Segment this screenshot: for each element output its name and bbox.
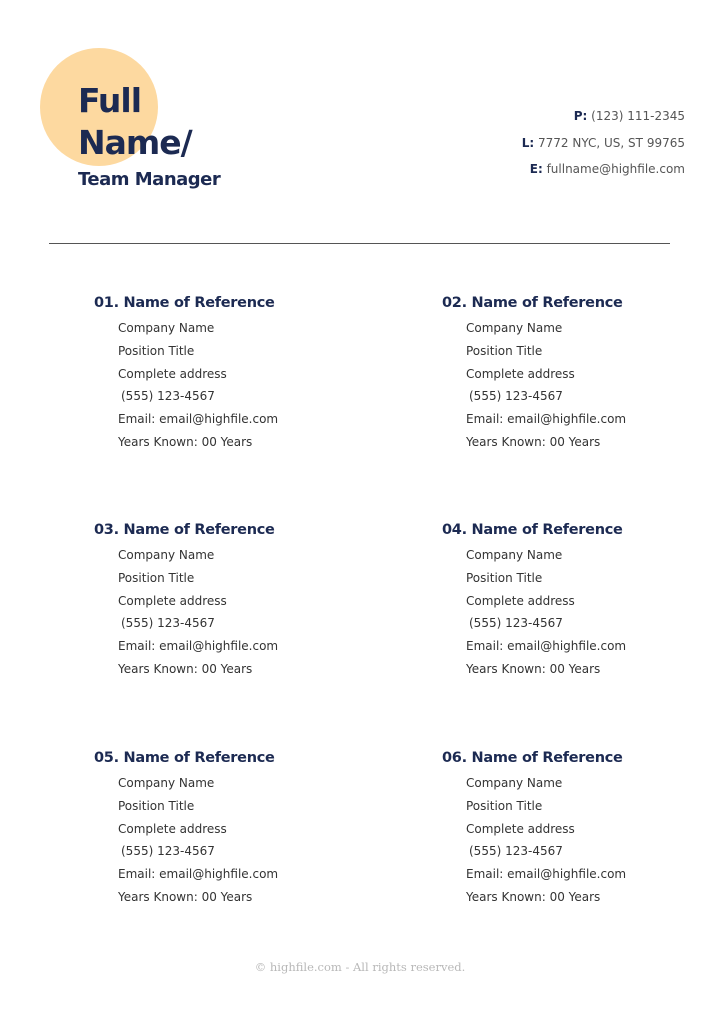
reference-years: Years Known: 00 Years <box>466 889 601 904</box>
reference-position: Position Title <box>466 343 543 358</box>
reference-2 <box>442 294 702 454</box>
reference-company: Company Name <box>118 776 215 790</box>
header-divider <box>49 243 670 244</box>
reference-title: 06. Name of Reference <box>442 750 623 766</box>
reference-address: Complete address <box>118 593 227 608</box>
reference-years: Years Known: 00 Years <box>466 434 601 449</box>
footer-copyright: © highfile.com - All rights reserved. <box>254 960 466 974</box>
reference-phone: (555) 123-4567 <box>121 389 215 404</box>
reference-years: Years Known: 00 Years <box>118 889 253 904</box>
reference-years: Years Known: 00 Years <box>118 661 253 676</box>
reference-years: Years Known: 00 Years <box>118 434 253 449</box>
reference-5 <box>94 749 354 909</box>
reference-company: Company Name <box>466 321 563 335</box>
reference-6 <box>442 749 702 909</box>
reference-address: Complete address <box>466 366 575 381</box>
reference-email: Email: email@highfile.com <box>466 639 627 654</box>
reference-address: Complete address <box>118 821 227 836</box>
full-name-line-2: Name/ <box>78 123 192 162</box>
reference-address: Complete address <box>466 821 575 836</box>
location-label: L: <box>521 135 535 150</box>
reference-title: 01. Name of Reference <box>94 295 275 311</box>
reference-years: Years Known: 00 Years <box>466 661 601 676</box>
contact-email <box>522 156 685 183</box>
phone-label: P: <box>573 109 588 123</box>
reference-position: Position Title <box>118 570 195 585</box>
email-label: E: <box>529 162 543 176</box>
reference-email: Email: email@highfile.com <box>118 639 279 654</box>
reference-title: 03. Name of Reference <box>94 522 275 538</box>
reference-1 <box>94 294 354 454</box>
email-value: fullname@highfile.com <box>546 162 685 176</box>
reference-phone: (555) 123-4567 <box>469 389 563 404</box>
reference-email: Email: email@highfile.com <box>118 412 279 427</box>
reference-position: Position Title <box>466 798 543 813</box>
reference-email: Email: email@highfile.com <box>466 412 627 427</box>
reference-email: Email: email@highfile.com <box>118 867 279 882</box>
job-title: Team Manager <box>78 169 221 190</box>
contact-location <box>522 130 685 157</box>
reference-title: 02. Name of Reference <box>442 295 623 311</box>
name-block <box>78 80 220 192</box>
reference-company: Company Name <box>466 548 563 562</box>
reference-3 <box>94 521 354 681</box>
reference-phone: (555) 123-4567 <box>469 616 563 631</box>
contact-block <box>522 103 685 183</box>
location-value: 7772 NYC, US, ST 99765 <box>538 135 685 150</box>
reference-email: Email: email@highfile.com <box>466 867 627 882</box>
reference-address: Complete address <box>118 366 227 381</box>
reference-company: Company Name <box>118 321 215 335</box>
reference-company: Company Name <box>118 548 215 562</box>
reference-address: Complete address <box>466 593 575 608</box>
reference-title: 05. Name of Reference <box>94 750 275 766</box>
reference-company: Company Name <box>466 776 563 790</box>
reference-position: Position Title <box>118 343 195 358</box>
reference-title: 04. Name of Reference <box>442 522 623 538</box>
reference-phone: (555) 123-4567 <box>121 844 215 859</box>
contact-phone <box>522 103 685 130</box>
phone-value: (123) 111-2345 <box>591 109 685 123</box>
reference-4 <box>442 521 702 681</box>
full-name-line-1: Full <box>78 81 142 120</box>
reference-position: Position Title <box>466 570 543 585</box>
reference-position: Position Title <box>118 798 195 813</box>
reference-phone: (555) 123-4567 <box>121 616 215 631</box>
reference-phone: (555) 123-4567 <box>469 844 563 859</box>
